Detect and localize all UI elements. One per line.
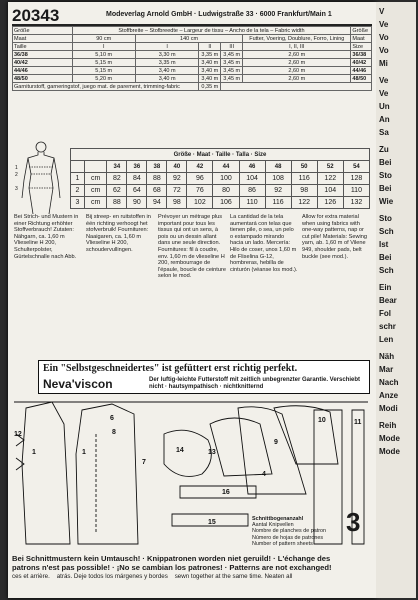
edge-text-fragment: Ein — [379, 283, 392, 292]
pattern-sheets-legend — [252, 516, 326, 547]
measure-cell: 110 — [343, 185, 369, 197]
row-size-right: 44/46 — [351, 67, 372, 75]
lining-views: I, II, III — [243, 43, 351, 51]
size-col: 48 — [265, 161, 291, 173]
edge-text-fragment: Anze — [379, 391, 399, 400]
edge-text-fragment: Vo — [379, 46, 389, 55]
piece-number: 6 — [110, 415, 114, 422]
size-empty — [71, 161, 85, 173]
size-col: 46 — [239, 161, 265, 173]
measure-cell: 88 — [147, 173, 167, 185]
legend-line: Aantal Knipvellen — [252, 522, 294, 529]
notes-english: Allow for extra material when using fabrics with one-way patterns, nap or cut pile! Materials: Sewing yarn, ab. 1,60 m of Vilene 949, shoulder pads, belt buckle (see mod.). — [302, 214, 367, 260]
fabric-cell: 3,40 m — [135, 75, 198, 83]
measure-cell: 98 — [167, 197, 187, 209]
measure-cell: 76 — [187, 185, 213, 197]
piece-number: 8 — [112, 429, 116, 436]
size-col: 52 — [317, 161, 343, 173]
cutoff-text-row — [12, 572, 372, 581]
edge-text-fragment: Sto — [379, 171, 392, 180]
fabric-cell: 3,45 m — [221, 75, 243, 83]
notice-line: Bei Schnittmustern kein Umtausch! · Knippatronen worden niet geruild! · L'échange des — [12, 554, 331, 563]
measure-cell: 100 — [213, 173, 239, 185]
fabric-cell: 5,15 m — [72, 59, 135, 67]
legend-line: Número de hojas de patrones — [252, 534, 324, 541]
measure-cell: 96 — [187, 173, 213, 185]
edge-text-fragment: Ist — [379, 240, 389, 249]
exchange-notice — [12, 554, 372, 581]
measure-cell: 116 — [291, 173, 317, 185]
fabric-cell: 5,10 m — [72, 51, 135, 59]
measure-number: 3 — [71, 197, 85, 209]
edge-text-fragment: Vo — [379, 33, 389, 42]
table-row — [71, 173, 370, 185]
piece-number: 7 — [142, 459, 146, 466]
fabric-cell: 5,15 m — [72, 67, 135, 75]
piece-number: 1 — [82, 449, 86, 456]
notes-french: Prévoyer un métrage plus important pour tous les tissus qui ont un sens, à pois ou un dessin allant dans une seule direction. Fournitures: fil à coudre, env. 1,60 m de vlieseline H 200, rembourrage de l'épaule, boucle de ceinture selon le mod. — [158, 214, 226, 280]
edge-text-fragment: Zu — [379, 145, 389, 154]
fabric-width-90: 90 cm — [72, 35, 135, 43]
notice-line: patrons n'est pas possible! · ¡No se cambian los patrones! · Patterns are not exchanged! — [12, 563, 332, 572]
svg-text:2: 2 — [15, 172, 18, 178]
fabric-cell: 2,60 m — [243, 51, 351, 59]
fabric-cell: 5,20 m — [72, 75, 135, 83]
edge-text-fragment: Mi — [379, 59, 388, 68]
fabric-row — [13, 59, 372, 67]
sheet-header — [12, 6, 372, 26]
row-size: 40/42 — [13, 59, 73, 67]
edge-text-fragment: Mode — [379, 447, 400, 456]
measure-cell: 102 — [187, 197, 213, 209]
piece-number: 11 — [354, 419, 362, 426]
piece-number: 16 — [222, 489, 230, 496]
edge-text-fragment: Bei — [379, 184, 392, 193]
size-table-header: Größe · Maat · Taille · Talla · Size — [71, 149, 370, 161]
measure-unit: cm — [84, 197, 106, 209]
fabric-head-taille: Taille — [13, 43, 73, 51]
measure-cell: 108 — [265, 173, 291, 185]
body-measurements-table — [70, 148, 370, 209]
body-measurement-figure — [14, 140, 68, 216]
measure-cell: 132 — [343, 197, 369, 209]
publisher-address: Modeverlag Arnold GmbH · Ludwigstraße 33 · 6000 Frankfurt/Main 1 — [106, 11, 332, 18]
ad-brand: Neva'viscon — [43, 377, 113, 391]
measure-cell: 104 — [239, 173, 265, 185]
measure-number: 2 — [71, 185, 85, 197]
fabric-cell: 3,45 m — [221, 51, 243, 59]
edge-text-fragment: Sch — [379, 266, 394, 275]
row-size-right: 40/42 — [351, 59, 372, 67]
measure-cell: 72 — [167, 185, 187, 197]
fabric-requirements-table — [12, 26, 372, 91]
fabric-row — [13, 51, 372, 59]
pattern-number: 20343 — [12, 6, 60, 25]
row-size-right: 48/50 — [351, 75, 372, 83]
edge-text-fragment: Sch — [379, 227, 394, 236]
measure-cell: 82 — [107, 173, 127, 185]
notes-dutch: Bij streep- en ruitstoffen in één richting verhoogt het stofverbruik! Fournituren: Naaigaren, ca. 1,60 m Vlieseline H 200, schoudervullingen. — [86, 214, 151, 253]
edge-text-fragment: An — [379, 115, 390, 124]
fabric-head-size: Größe — [13, 27, 73, 35]
piece-number: 12 — [14, 431, 22, 438]
adjacent-page-edge — [376, 2, 416, 598]
edge-text-fragment: schr — [379, 322, 396, 331]
row-size: 44/46 — [13, 67, 73, 75]
svg-text:3: 3 — [15, 186, 18, 192]
notes-german: Bei Strich- und Mustern in einer Richtung erhöhter Stoffverbrauch! Zutaten: Nähgarn, ca. 1,60 m Vlieseline H 200, Schulterpolster, Gürtelschnalle nach Abb. — [14, 214, 79, 260]
fabric-cell: 2,60 m — [243, 75, 351, 83]
edge-text-fragment: Mode — [379, 434, 400, 443]
fabric-cell: 2,60 m — [243, 59, 351, 67]
trim-label: Garniturstoff, garneringstof, juego mat. de parement, trimming-fabric — [13, 83, 199, 91]
piece-number: 10 — [318, 417, 326, 424]
piece-number: 15 — [208, 519, 216, 526]
measure-cell: 68 — [147, 185, 167, 197]
view-label: I — [135, 43, 198, 51]
measure-cell: 94 — [147, 197, 167, 209]
row-size: 36/38 — [13, 51, 73, 59]
measure-cell: 86 — [239, 185, 265, 197]
lining-advertisement — [38, 360, 370, 394]
size-col: 50 — [291, 161, 317, 173]
measure-cell: 128 — [343, 173, 369, 185]
edge-text-fragment: Näh — [379, 352, 395, 361]
size-col: 38 — [147, 161, 167, 173]
edge-text-fragment: Fol — [379, 309, 391, 318]
table-row — [71, 185, 370, 197]
size-col: 42 — [187, 161, 213, 173]
edge-text-fragment: Wie — [379, 197, 394, 206]
edge-text-fragment: Mar — [379, 365, 394, 374]
edge-text-fragment: Reih — [379, 421, 397, 430]
ad-tagline: Der luftig-leichte Futterstoff mit zeitlich unbegrenzter Garantie. Verschiebt nicht · hautsympathisch · nichtknitternd — [149, 377, 361, 390]
fabric-cell: 3,40 m — [135, 67, 198, 75]
edge-text-fragment: Modi — [379, 404, 398, 413]
measure-cell: 106 — [213, 197, 239, 209]
multilingual-notes — [14, 214, 372, 354]
measure-cell: 104 — [317, 185, 343, 197]
fabric-row — [13, 67, 372, 75]
measure-cell: 98 — [291, 185, 317, 197]
edge-text-fragment: Bei — [379, 158, 392, 167]
row-size: 48/50 — [13, 75, 73, 83]
measure-cell: 92 — [167, 173, 187, 185]
edge-text-fragment: V — [379, 7, 385, 16]
edge-text-fragment: Nach — [379, 378, 399, 387]
fabric-head-maat: Maat — [13, 35, 73, 43]
edge-text-fragment: Sto — [379, 214, 392, 223]
fabric-width-140: 140 cm — [135, 35, 242, 43]
fabric-cell: 3,40 m — [199, 75, 221, 83]
fabric-cell: 3,40 m — [199, 59, 221, 67]
size-col: 54 — [343, 161, 369, 173]
edge-text-fragment: Bei — [379, 253, 392, 262]
cutoff-text: ces et arrière. — [12, 573, 50, 580]
view-label: II — [199, 43, 221, 51]
piece-number: 1 — [32, 449, 36, 456]
edge-text-fragment: Ve — [379, 89, 389, 98]
fabric-head-size-en: Size — [351, 43, 372, 51]
size-col: 36 — [127, 161, 147, 173]
cutoff-text: atrás. Deje todos los márgenes y bordes — [56, 573, 168, 580]
view-label: I — [72, 43, 135, 51]
table-row — [71, 197, 370, 209]
fabric-width-label: Stoffbreite – Stofbreedte – Largeur de tissu – Ancho de la tela – Fabric width — [72, 27, 351, 35]
measure-number: 1 — [71, 173, 85, 185]
measure-cell: 122 — [317, 173, 343, 185]
piece-number: 13 — [208, 449, 216, 456]
ad-headline: Ein "Selbstgeschneidertes" ist gefüttert erst richtig perfekt. — [43, 363, 298, 374]
fabric-head-maat-right: Maat — [351, 35, 372, 43]
lining-label: Futter, Voering, Doublure, Forro, Lining — [243, 35, 351, 43]
size-col: 44 — [213, 161, 239, 173]
edge-text-fragment: Bear — [379, 296, 397, 305]
trim-value: 0,35 m — [199, 83, 221, 91]
size-col: 34 — [107, 161, 127, 173]
piece-number: 4 — [262, 471, 266, 478]
measure-cell: 92 — [265, 185, 291, 197]
measure-cell: 88 — [107, 197, 127, 209]
size-empty — [84, 161, 106, 173]
edge-text-fragment: Un — [379, 102, 390, 111]
legend-line: Schnittbogenanzahl — [252, 516, 304, 522]
svg-text:1: 1 — [15, 165, 18, 171]
piece-number: 9 — [274, 439, 278, 446]
fabric-cell: 3,35 m — [199, 51, 221, 59]
fabric-cell: 3,35 m — [135, 59, 198, 67]
fabric-cell: 2,60 m — [243, 67, 351, 75]
measure-cell: 80 — [213, 185, 239, 197]
measure-cell: 62 — [107, 185, 127, 197]
row-size-right: 36/38 — [351, 51, 372, 59]
measure-cell: 84 — [127, 173, 147, 185]
size-col: 40 — [167, 161, 187, 173]
edge-text-fragment: Sa — [379, 128, 389, 137]
legend-line: Number of pattern sheets — [252, 540, 313, 547]
fabric-cell: 3,30 m — [135, 51, 198, 59]
fabric-cell: 3,45 m — [221, 59, 243, 67]
view-label: III — [221, 43, 243, 51]
measure-cell: 64 — [127, 185, 147, 197]
fabric-cell: 3,40 m — [199, 67, 221, 75]
pattern-instruction-sheet — [8, 2, 376, 598]
edge-text-fragment: Ve — [379, 76, 389, 85]
measure-cell: 110 — [239, 197, 265, 209]
cutoff-text: sewn together at the same time. Neaten all — [174, 573, 293, 580]
measure-cell: 122 — [291, 197, 317, 209]
fabric-cell: 3,45 m — [221, 67, 243, 75]
trim-empty — [221, 83, 372, 91]
edge-text-fragment: Len — [379, 335, 394, 344]
fabric-head-size-right: Größe — [351, 27, 372, 35]
measure-unit: cm — [84, 185, 106, 197]
edge-text-fragment: Ve — [379, 20, 389, 29]
measure-cell: 90 — [127, 197, 147, 209]
notes-spanish: La cantidad de la tela aumentará con telas que tienen pile, o sea, un pelo o estampado mirando hacia un lado. Mercería: Hilo de coser, unos 1,60 m de Fliselina G-12, hombreras, hebilla de cinturón (véanse los mod.). — [230, 214, 298, 273]
fabric-row — [13, 75, 372, 83]
measure-cell: 116 — [265, 197, 291, 209]
piece-number: 14 — [176, 447, 184, 454]
measure-cell: 126 — [317, 197, 343, 209]
measure-unit: cm — [84, 173, 106, 185]
legend-line: Nombre de planches de patron — [252, 528, 327, 535]
sheet-count: 3 — [346, 507, 361, 537]
